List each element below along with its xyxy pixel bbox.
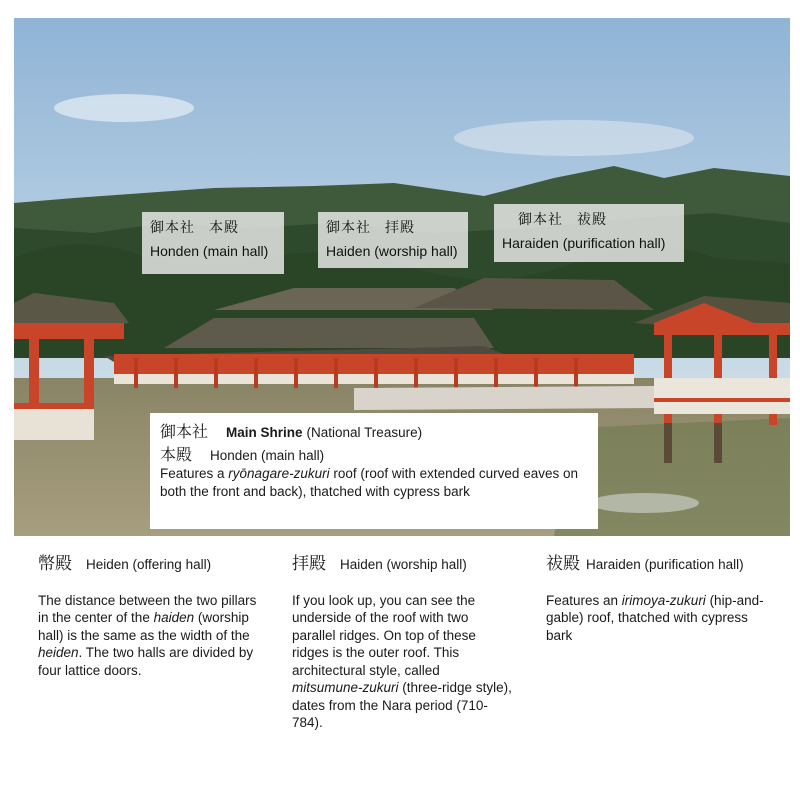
heiden-column bbox=[38, 556, 260, 732]
haiden-column bbox=[292, 556, 514, 732]
honden-description: Features a ryōnagare-zukuri roof (roof with extended curved eaves on both the front and back), thatched with cypress bark bbox=[160, 466, 578, 499]
label-jp-primary: 御本社 bbox=[518, 212, 563, 228]
label-jp-primary: 御本社 bbox=[150, 220, 195, 236]
label-jp-primary: 御本社 bbox=[326, 220, 371, 236]
label-jp-secondary: 拝殿 bbox=[385, 220, 415, 236]
label-haraiden bbox=[494, 204, 684, 262]
heiden-english: Heiden (offering hall) bbox=[86, 557, 212, 572]
main-shrine-kanji: 御本社 bbox=[160, 422, 209, 441]
haiden-english: Haiden (worship hall) bbox=[340, 557, 467, 572]
label-english: Honden (main hall) bbox=[150, 243, 269, 259]
haiden-kanji: 拝殿 bbox=[292, 554, 326, 574]
label-english: Haiden (worship hall) bbox=[326, 243, 458, 259]
haraiden-column bbox=[546, 556, 768, 732]
heiden-description: The distance between the two pillars in the center of the haiden (worship hall) is the same as the width of the heiden. The two halls are divided by four lattice doors. bbox=[38, 592, 257, 678]
main-shrine-info bbox=[150, 413, 598, 529]
label-honden bbox=[142, 212, 284, 274]
haraiden-english: Haraiden (purification hall) bbox=[586, 557, 744, 572]
haraiden-kanji: 祓殿 bbox=[546, 554, 580, 574]
label-haiden bbox=[318, 212, 468, 268]
honden-kanji: 本殿 bbox=[160, 445, 193, 464]
heiden-kanji: 幣殿 bbox=[38, 554, 72, 574]
hall-descriptions bbox=[38, 556, 768, 732]
honden-english: Honden (main hall) bbox=[210, 448, 325, 463]
label-english: Haraiden (purification hall) bbox=[502, 235, 666, 251]
main-shrine-title: Main Shrine bbox=[226, 425, 303, 440]
main-shrine-designation: (National Treasure) bbox=[306, 425, 423, 440]
haiden-description: If you look up, you can see the underside of the roof with two parallel ridges. On top of these ridges is the outer roof. This architectural style, called mitsumune-zukuri (three-ridge style), dates from the Nara period (710-784). bbox=[292, 592, 512, 730]
label-jp-secondary: 本殿 bbox=[209, 220, 239, 236]
haraiden-description: Features an irimoya-zukuri (hip-and-gable) roof, thatched with cypress bark bbox=[546, 592, 764, 643]
label-jp-secondary: 祓殿 bbox=[577, 212, 607, 228]
